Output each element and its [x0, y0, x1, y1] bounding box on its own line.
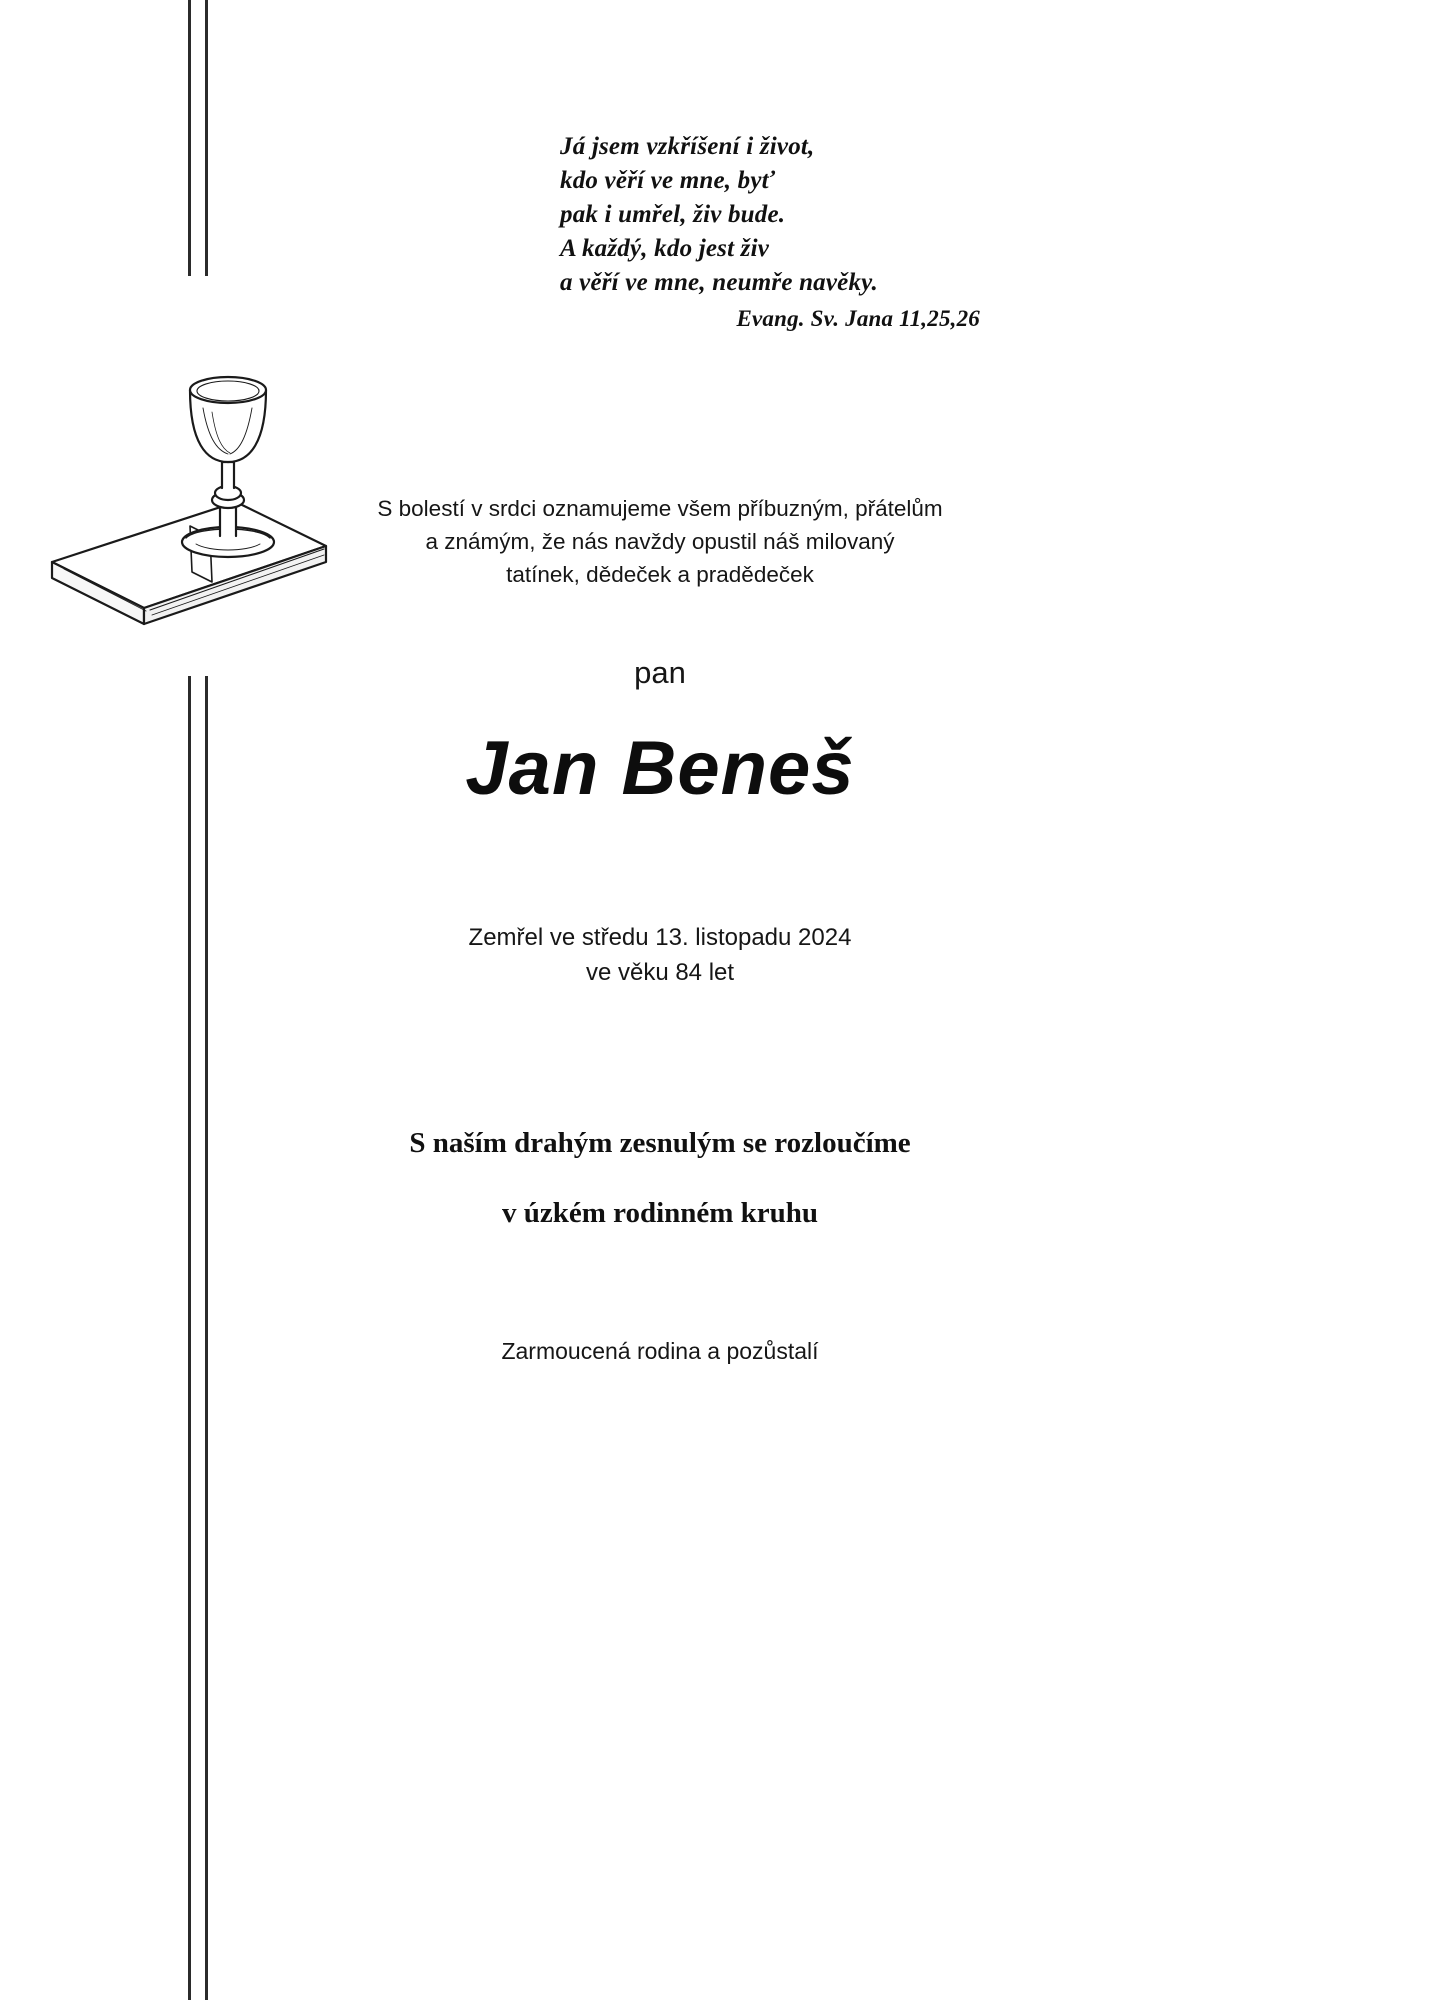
announcement-line: tatínek, dědeček a pradědeček — [506, 562, 814, 587]
decorative-rule-top-left — [188, 0, 191, 276]
scripture-reference: Evang. Sv. Jana 11,25,26 — [736, 306, 980, 331]
deceased-name: Jan Beneš — [465, 726, 855, 811]
decorative-rule-bottom-left — [188, 676, 191, 2000]
announcement-line: S bolestí v srdci oznamujeme všem příbuzným, přátelům — [377, 496, 943, 521]
announcement-line: a známým, že nás navždy opustil náš milovaný — [425, 529, 895, 554]
scripture-line: kdo věří ve mne, byť — [560, 167, 776, 194]
farewell-line: v úzkém rodinném kruhu — [501, 1197, 819, 1229]
death-date-line: Zemřel ve středu 13. listopadu 2024 — [468, 924, 852, 951]
death-info — [300, 920, 1020, 990]
farewell-line: S naším drahým zesnulým se rozloučíme — [409, 1127, 911, 1159]
death-age-line: ve věku 84 let — [585, 959, 735, 986]
salutation: pan — [634, 655, 686, 690]
scripture-quote — [560, 130, 980, 336]
farewell-text — [250, 1108, 1070, 1248]
chalice-and-book-icon — [40, 350, 330, 640]
scripture-line: A každý, kdo jest živ — [560, 235, 770, 262]
announcement-text — [300, 492, 1020, 591]
signature-line: Zarmoucená rodina a pozůstalí — [501, 1338, 819, 1364]
scripture-line: a věří ve mne, neumře navěky. — [560, 269, 878, 296]
scripture-line: pak i umřel, živ bude. — [560, 201, 786, 228]
decorative-rule-bottom-right — [205, 676, 208, 2000]
decorative-rule-top-right — [205, 0, 208, 276]
scripture-line: Já jsem vzkříšení i život, — [560, 133, 815, 160]
